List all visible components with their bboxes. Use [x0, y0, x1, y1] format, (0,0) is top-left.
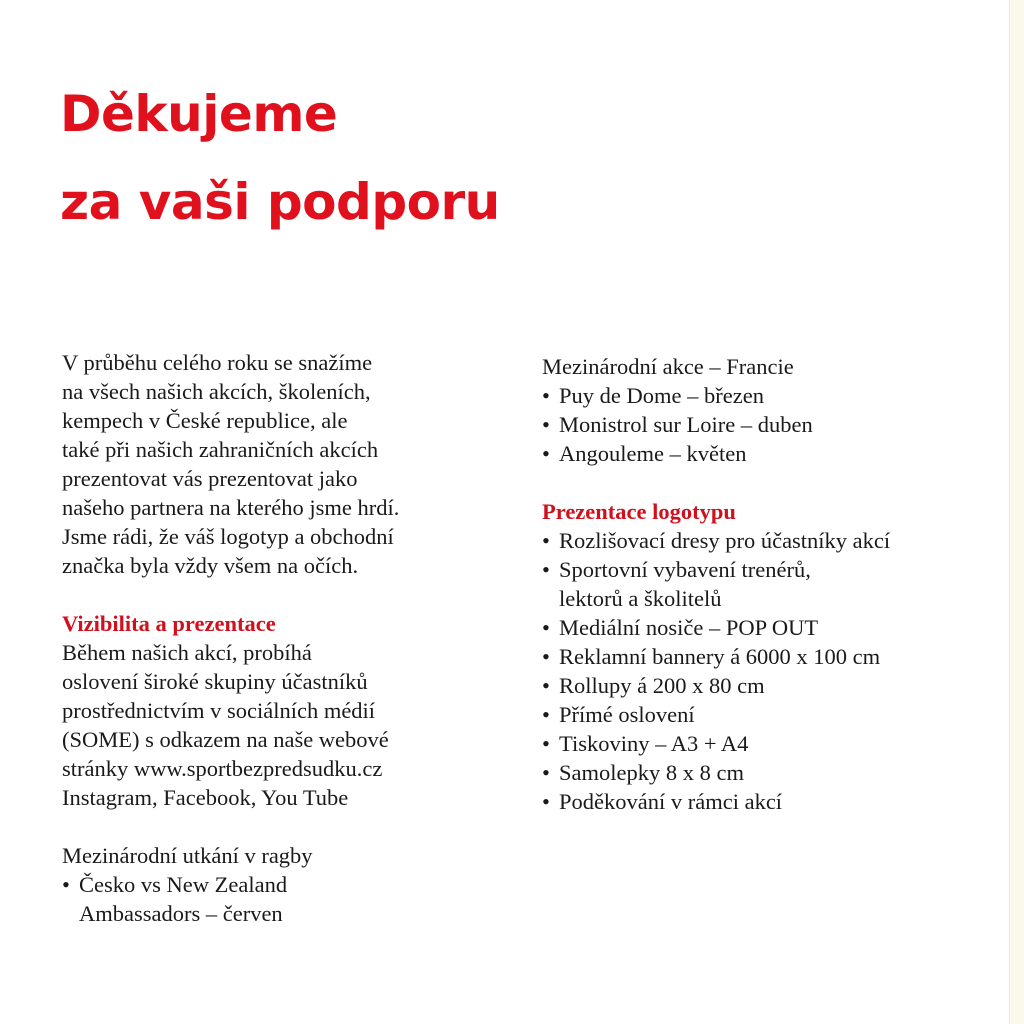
list-item-line: Monistrol sur Loire – duben — [559, 412, 813, 437]
intro-line: kempech v České republice, ale — [62, 408, 348, 433]
intro-line: značka byla vždy všem na očích. — [62, 553, 359, 578]
list-item — [542, 642, 1002, 671]
intro-line: našeho partnera na kterého jsme hrdí. — [62, 495, 400, 520]
right-column — [542, 352, 1002, 816]
list-item — [542, 555, 1002, 613]
bullet-icon: • — [542, 760, 550, 785]
bullet-icon: • — [542, 615, 550, 640]
spacer — [62, 812, 522, 841]
list-item-line: Angouleme – květen — [559, 441, 747, 466]
list-item-line: Samolepky 8 x 8 cm — [559, 760, 744, 785]
visibility-line: Během našich akcí, probíhá — [62, 640, 312, 665]
visibility-paragraph — [62, 638, 522, 812]
title-line-1: Děkujeme — [60, 85, 338, 143]
left-column — [62, 348, 522, 928]
intro-line: na všech našich akcích, školeních, — [62, 379, 371, 404]
intro-paragraph — [62, 348, 522, 580]
bullet-icon: • — [542, 702, 550, 727]
list-item — [542, 729, 1002, 758]
list-item — [542, 700, 1002, 729]
list-item — [62, 870, 522, 928]
list-item — [542, 671, 1002, 700]
list-item-line: Tiskoviny – A3 + A4 — [559, 731, 749, 756]
page-title — [60, 70, 500, 246]
bullet-icon: • — [542, 557, 550, 582]
list-item-line: Přímé oslovení — [559, 702, 695, 727]
page-edge-strip — [1009, 0, 1024, 1024]
intro-line: prezentovat vás prezentovat jako — [62, 466, 358, 491]
list-item — [542, 613, 1002, 642]
bullet-icon: • — [542, 789, 550, 814]
list-item — [542, 439, 1002, 468]
visibility-heading: Vizibilita a prezentace — [62, 611, 276, 636]
spacer — [62, 580, 522, 609]
visibility-line: prostřednictvím v sociálních médií — [62, 698, 376, 723]
list-item-line: Poděkování v rámci akcí — [559, 789, 783, 814]
logo-heading: Prezentace logotypu — [542, 499, 736, 524]
bullet-icon: • — [542, 383, 550, 408]
intro-line: Jsme rádi, že váš logotyp a obchodní — [62, 524, 394, 549]
bullet-icon: • — [542, 731, 550, 756]
bullet-icon: • — [542, 644, 550, 669]
list-item — [542, 526, 1002, 555]
list-item — [542, 758, 1002, 787]
visibility-line: Instagram, Facebook, You Tube — [62, 785, 349, 810]
list-item-line: Puy de Dome – březen — [559, 383, 764, 408]
list-item-line: Reklamní bannery á 6000 x 100 cm — [559, 644, 881, 669]
list-item-line: Česko vs New Zealand — [79, 872, 288, 897]
title-line-2: za vaši podporu — [60, 173, 500, 231]
list-item — [542, 787, 1002, 816]
list-item-line: Sportovní vybavení trenérů, — [559, 557, 811, 582]
bullet-icon: • — [542, 673, 550, 698]
list-item — [542, 381, 1002, 410]
visibility-line: oslovení široké skupiny účastníků — [62, 669, 368, 694]
list-item-line: Mediální nosiče – POP OUT — [559, 615, 819, 640]
bullet-icon: • — [542, 412, 550, 437]
bullet-icon: • — [62, 872, 70, 897]
intro-line: také při našich zahraničních akcích — [62, 437, 379, 462]
intro-line: V průběhu celého roku se snažíme — [62, 350, 373, 375]
list-item-line: Ambassadors – červen — [79, 901, 283, 926]
rugby-heading: Mezinárodní utkání v ragby — [62, 843, 313, 868]
list-item-line: Rollupy á 200 x 80 cm — [559, 673, 765, 698]
visibility-line: stránky www.sportbezpredsudku.cz — [62, 756, 383, 781]
france-heading: Mezinárodní akce – Francie — [542, 354, 794, 379]
bullet-icon: • — [542, 441, 550, 466]
list-item — [542, 410, 1002, 439]
visibility-line: (SOME) s odkazem na naše webové — [62, 727, 389, 752]
spacer — [542, 468, 1002, 497]
list-item-line: Rozlišovací dresy pro účastníky akcí — [559, 528, 891, 553]
bullet-icon: • — [542, 528, 550, 553]
list-item-line: lektorů a školitelů — [559, 586, 722, 611]
